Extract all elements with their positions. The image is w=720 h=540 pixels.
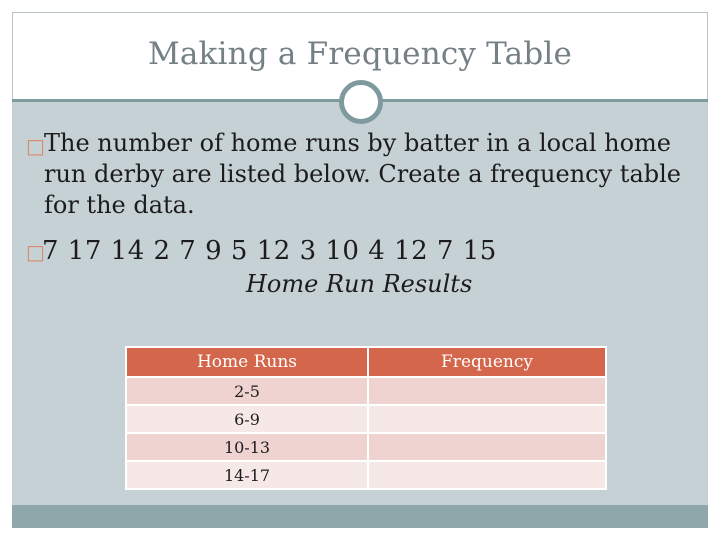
cell-frequency: [368, 377, 606, 405]
cell-interval: 2-5: [126, 377, 368, 405]
header-frequency: Frequency: [368, 347, 606, 377]
table-row: [126, 405, 606, 433]
cell-interval: 6-9: [126, 405, 368, 433]
cell-frequency: [368, 433, 606, 461]
table-row: [126, 433, 606, 461]
table-header-row: [126, 347, 606, 377]
bullet-text-data-values: 7 17 14 2 7 9 5 12 3 10 4 12 7 15: [42, 236, 497, 266]
bullet-icon: □: [26, 134, 45, 158]
table-row: [126, 377, 606, 405]
table-caption: Home Run Results: [246, 270, 473, 298]
footer-band: [12, 505, 708, 528]
frequency-table: [125, 346, 607, 490]
bullet-text-question: The number of home runs by batter in a local home run derby are listed below. Create a frequency table for the data.: [44, 129, 681, 219]
cell-frequency: [368, 461, 606, 489]
divider-circle-ornament: [339, 80, 383, 124]
header-home-runs: Home Runs: [126, 347, 368, 377]
slide-title: Making a Frequency Table: [147, 36, 573, 72]
cell-interval: 14-17: [126, 461, 368, 489]
cell-interval: 10-13: [126, 433, 368, 461]
table-row: [126, 461, 606, 489]
cell-frequency: [368, 405, 606, 433]
bullet-icon: □: [26, 240, 45, 264]
